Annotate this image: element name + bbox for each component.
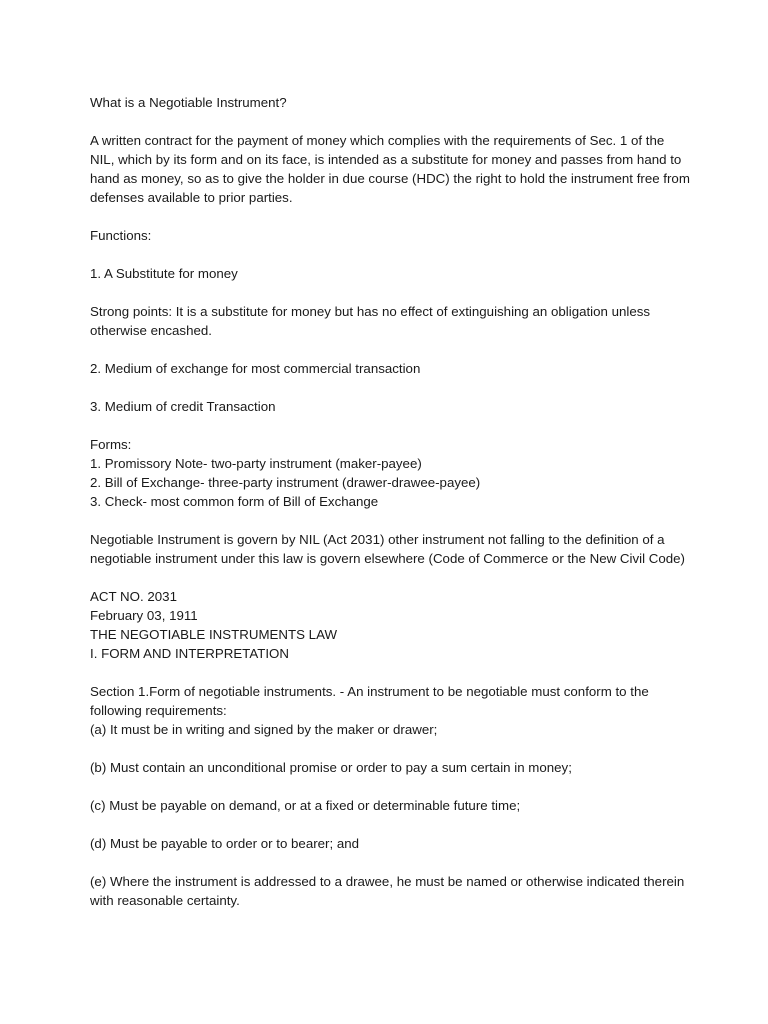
function-item-3: 3. Medium of credit Transaction [90,399,276,414]
function-item-2: 2. Medium of exchange for most commercial transaction [90,361,421,376]
forms-heading: Forms: [90,437,132,452]
function-item-1: 1. A Substitute for money [90,266,238,281]
strong-points-paragraph: Strong points: It is a substitute for money but has no effect of extinguishing an obligation unless otherwise encashed. [90,304,651,338]
document-title: What is a Negotiable Instrument? [90,95,287,110]
forms-item-bill-of-exchange: 2. Bill of Exchange- three-party instrument (drawer-drawee-payee) [90,475,481,490]
requirement-b: (b) Must contain an unconditional promise or order to pay a sum certain in money; [90,760,572,775]
requirement-c: (c) Must be payable on demand, or at a fixed or determinable future time; [90,798,521,813]
chapter-heading: I. FORM AND INTERPRETATION [90,646,289,661]
requirement-e: (e) Where the instrument is addressed to a drawee, he must be named or otherwise indicated therein with reasonable certainty. [90,874,685,908]
requirement-d: (d) Must be payable to order or to bearer; and [90,836,360,851]
act-number: ACT NO. 2031 [90,589,177,604]
law-title: THE NEGOTIABLE INSTRUMENTS LAW [90,627,338,642]
requirement-a: (a) It must be in writing and signed by the maker or drawer; [90,722,438,737]
functions-heading: Functions: [90,228,152,243]
act-header [90,587,690,663]
forms-section [90,435,690,511]
definition-paragraph: A written contract for the payment of money which complies with the requirements of Sec. 1 of the NIL, which by its form and on its face, is intended as a substitute for money and passes from hand to hand as money, so as to give the holder in due course (HDC) the right to hold the instrument free from defenses available to prior parties. [90,133,690,205]
governed-paragraph: Negotiable Instrument is govern by NIL (Act 2031) other instrument not falling to the definition of a negotiable instrument under this law is govern elsewhere (Code of Commerce or the New Civil Code) [90,532,685,566]
document-body [90,93,690,910]
forms-item-check: 3. Check- most common form of Bill of Exchange [90,494,379,509]
section-1-intro-block [90,682,690,739]
act-date: February 03, 1911 [90,608,198,623]
section-1-intro: Section 1.Form of negotiable instruments. - An instrument to be negotiable must conform to the following requirements: [90,684,649,718]
forms-item-promissory-note: 1. Promissory Note- two-party instrument (maker-payee) [90,456,422,471]
